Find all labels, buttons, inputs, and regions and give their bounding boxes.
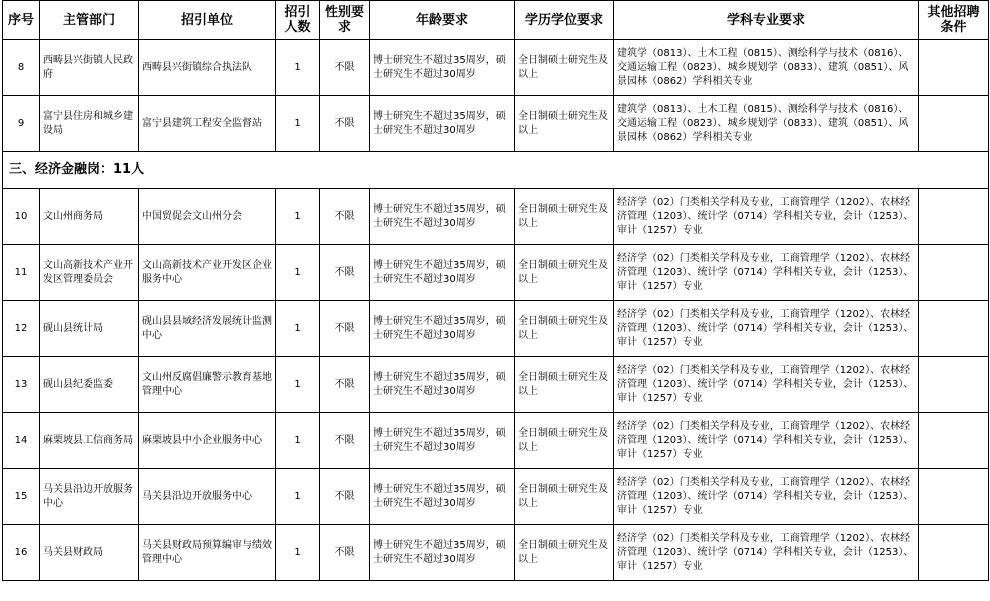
- row-count: 1: [276, 357, 320, 413]
- row-edu: 全日制硕士研究生及以上: [515, 413, 614, 469]
- row-dept: 文山州商务局: [40, 189, 139, 245]
- row-major: 经济学（02）门类相关学科及专业，工商管理学（1202）、农林经济管理（1203）、统计学（0714）学科相关专业，会计（1253）、审计（1257）专业: [614, 245, 919, 301]
- row-age: 博士研究生不超过35周岁，硕士研究生不超过30周岁: [370, 40, 515, 96]
- row-major: 经济学（02）门类相关学科及专业，工商管理学（1202）、农林经济管理（1203）、统计学（0714）学科相关专业，会计（1253）、审计（1257）专业: [614, 301, 919, 357]
- row-other: [919, 301, 989, 357]
- row-other: [919, 189, 989, 245]
- table-row: [3, 413, 989, 469]
- header-age: 年龄要求: [370, 1, 515, 40]
- recruitment-table: [2, 0, 989, 581]
- row-dept: 麻栗坡县工信商务局: [40, 413, 139, 469]
- row-gender: 不限: [320, 96, 370, 152]
- row-unit: 麻栗坡县中小企业服务中心: [139, 413, 276, 469]
- table-row: [3, 525, 989, 581]
- row-dept: 马关县财政局: [40, 525, 139, 581]
- row-no: 16: [3, 525, 40, 581]
- table-row: [3, 469, 989, 525]
- row-no: 13: [3, 357, 40, 413]
- table-row: [3, 189, 989, 245]
- row-age: 博士研究生不超过35周岁，硕士研究生不超过30周岁: [370, 413, 515, 469]
- row-edu: 全日制硕士研究生及以上: [515, 469, 614, 525]
- row-other: [919, 357, 989, 413]
- row-major: 经济学（02）门类相关学科及专业，工商管理学（1202）、农林经济管理（1203）、统计学（0714）学科相关专业，会计（1253）、审计（1257）专业: [614, 357, 919, 413]
- row-age: 博士研究生不超过35周岁，硕士研究生不超过30周岁: [370, 469, 515, 525]
- row-no: 15: [3, 469, 40, 525]
- row-unit: 文山高新技术产业开发区企业服务中心: [139, 245, 276, 301]
- header-count: 招引人数: [276, 1, 320, 40]
- row-count: 1: [276, 189, 320, 245]
- header-row: [3, 1, 989, 40]
- header-other: 其他招聘条件: [919, 1, 989, 40]
- table-row: [3, 96, 989, 152]
- header-gender: 性别要求: [320, 1, 370, 40]
- row-other: [919, 40, 989, 96]
- row-dept: 文山高新技术产业开发区管理委员会: [40, 245, 139, 301]
- row-edu: 全日制硕士研究生及以上: [515, 96, 614, 152]
- header-dept: 主管部门: [40, 1, 139, 40]
- row-major: 经济学（02）门类相关学科及专业，工商管理学（1202）、农林经济管理（1203）、统计学（0714）学科相关专业，会计（1253）、审计（1257）专业: [614, 525, 919, 581]
- header-major: 学科专业要求: [614, 1, 919, 40]
- row-no: 14: [3, 413, 40, 469]
- row-no: 12: [3, 301, 40, 357]
- header-unit: 招引单位: [139, 1, 276, 40]
- row-gender: 不限: [320, 189, 370, 245]
- row-major: 经济学（02）门类相关学科及专业，工商管理学（1202）、农林经济管理（1203）、统计学（0714）学科相关专业，会计（1253）、审计（1257）专业: [614, 469, 919, 525]
- row-edu: 全日制硕士研究生及以上: [515, 525, 614, 581]
- row-no: 10: [3, 189, 40, 245]
- row-other: [919, 469, 989, 525]
- row-count: 1: [276, 525, 320, 581]
- row-dept: 富宁县住房和城乡建设局: [40, 96, 139, 152]
- row-age: 博士研究生不超过35周岁，硕士研究生不超过30周岁: [370, 301, 515, 357]
- row-dept: 砚山县纪委监委: [40, 357, 139, 413]
- row-unit: 马关县沿边开放服务中心: [139, 469, 276, 525]
- row-major: 经济学（02）门类相关学科及专业，工商管理学（1202）、农林经济管理（1203）、统计学（0714）学科相关专业，会计（1253）、审计（1257）专业: [614, 189, 919, 245]
- row-no: 11: [3, 245, 40, 301]
- row-age: 博士研究生不超过35周岁，硕士研究生不超过30周岁: [370, 189, 515, 245]
- row-no: 8: [3, 40, 40, 96]
- row-edu: 全日制硕士研究生及以上: [515, 301, 614, 357]
- row-gender: 不限: [320, 245, 370, 301]
- table-body-bottom: [3, 189, 989, 581]
- row-gender: 不限: [320, 40, 370, 96]
- header-no: 序号: [3, 1, 40, 40]
- row-unit: 富宁县建筑工程安全监督站: [139, 96, 276, 152]
- header-edu: 学历学位要求: [515, 1, 614, 40]
- row-count: 1: [276, 413, 320, 469]
- row-no: 9: [3, 96, 40, 152]
- row-gender: 不限: [320, 469, 370, 525]
- section-body: [3, 152, 989, 189]
- row-unit: 马关县财政局预算编审与绩效管理中心: [139, 525, 276, 581]
- row-other: [919, 413, 989, 469]
- row-unit: 砚山县县域经济发展统计监测中心: [139, 301, 276, 357]
- row-major: 建筑学（0813）、土木工程（0815）、测绘科学与技术（0816）、交通运输工程（0823）、城乡规划学（0833）、建筑（0851）、风景园林（0862）学科相关专业: [614, 96, 919, 152]
- row-count: 1: [276, 469, 320, 525]
- row-age: 博士研究生不超过35周岁，硕士研究生不超过30周岁: [370, 357, 515, 413]
- row-edu: 全日制硕士研究生及以上: [515, 245, 614, 301]
- row-count: 1: [276, 96, 320, 152]
- row-major: 建筑学（0813）、土木工程（0815）、测绘科学与技术（0816）、交通运输工程（0823）、城乡规划学（0833）、建筑（0851）、风景园林（0862）学科相关专业: [614, 40, 919, 96]
- table-row: [3, 357, 989, 413]
- row-other: [919, 525, 989, 581]
- section-row: [3, 152, 989, 189]
- row-unit: 西畴县兴街镇综合执法队: [139, 40, 276, 96]
- section-title: 三、经济金融岗：11人: [3, 152, 989, 189]
- row-edu: 全日制硕士研究生及以上: [515, 357, 614, 413]
- row-count: 1: [276, 40, 320, 96]
- row-unit: 中国贸促会文山州分会: [139, 189, 276, 245]
- row-edu: 全日制硕士研究生及以上: [515, 189, 614, 245]
- row-other: [919, 96, 989, 152]
- row-other: [919, 245, 989, 301]
- row-unit: 文山州反腐倡廉警示教育基地管理中心: [139, 357, 276, 413]
- row-dept: 砚山县统计局: [40, 301, 139, 357]
- row-gender: 不限: [320, 357, 370, 413]
- row-age: 博士研究生不超过35周岁，硕士研究生不超过30周岁: [370, 245, 515, 301]
- table-row: [3, 301, 989, 357]
- row-gender: 不限: [320, 413, 370, 469]
- row-age: 博士研究生不超过35周岁，硕士研究生不超过30周岁: [370, 525, 515, 581]
- row-major: 经济学（02）门类相关学科及专业，工商管理学（1202）、农林经济管理（1203）、统计学（0714）学科相关专业，会计（1253）、审计（1257）专业: [614, 413, 919, 469]
- table-row: [3, 40, 989, 96]
- row-gender: 不限: [320, 301, 370, 357]
- table-body-top: [3, 40, 989, 152]
- row-dept: 西畴县兴街镇人民政府: [40, 40, 139, 96]
- row-count: 1: [276, 301, 320, 357]
- row-edu: 全日制硕士研究生及以上: [515, 40, 614, 96]
- row-dept: 马关县沿边开放服务中心: [40, 469, 139, 525]
- table-row: [3, 245, 989, 301]
- row-age: 博士研究生不超过35周岁，硕士研究生不超过30周岁: [370, 96, 515, 152]
- row-gender: 不限: [320, 525, 370, 581]
- row-count: 1: [276, 245, 320, 301]
